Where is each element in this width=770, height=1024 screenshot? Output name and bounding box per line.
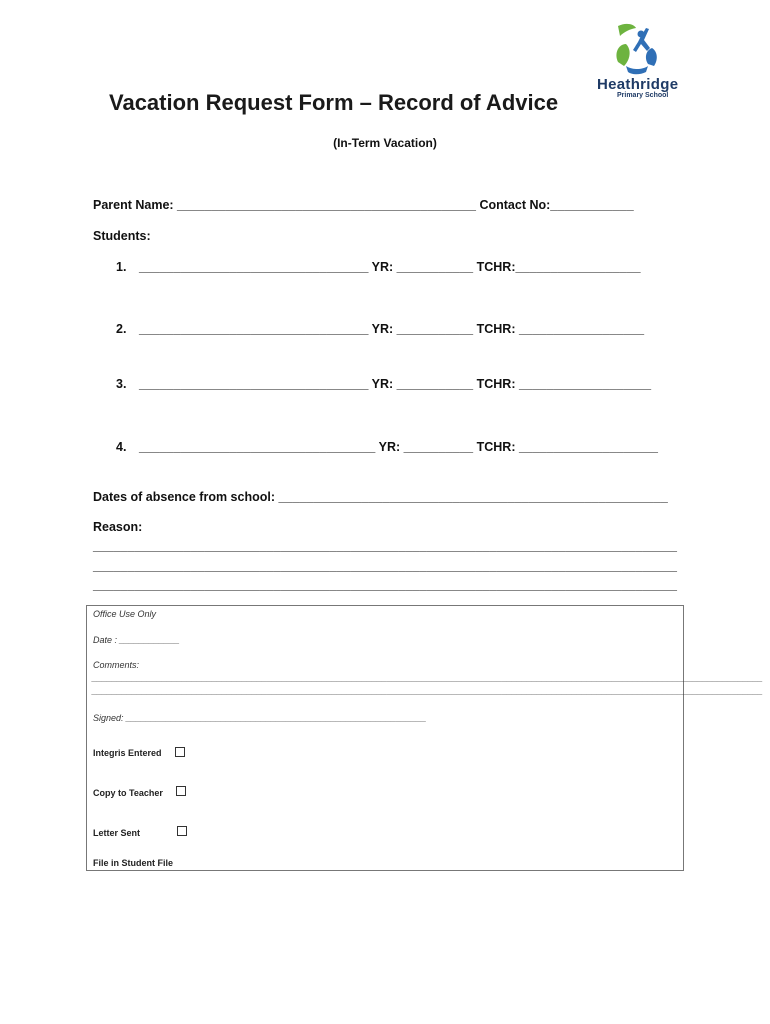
students-label: Students: (93, 229, 151, 243)
office-heading: Office Use Only (93, 609, 157, 619)
student-row-3[interactable]: _________________________________ YR: ___________ TCHR: ___________________ (139, 377, 652, 391)
student-number: 4. (116, 440, 127, 454)
student-number: 1. (116, 260, 127, 274)
letter-sent-checkbox[interactable] (177, 826, 187, 836)
office-comments-label: Comments: (93, 660, 140, 670)
student-number: 2. (116, 322, 127, 336)
file-in-student-file-label: File in Student File (93, 858, 174, 868)
integris-entered-checkbox[interactable] (175, 747, 185, 757)
student-row-4[interactable]: __________________________________ YR: __________ TCHR: ____________________ (139, 440, 658, 454)
student-row-2[interactable]: _________________________________ YR: ___________ TCHR: __________________ (139, 322, 645, 336)
page-subtitle: (In-Term Vacation) (333, 136, 437, 150)
student-row-1[interactable]: _________________________________ YR: ___________ TCHR:__________________ (139, 260, 641, 274)
office-signed-field[interactable]: Signed: ____________________________________________________________ (93, 713, 427, 723)
office-comment-line[interactable]: ______________________________________________________________________________________________________________________________________ (92, 673, 763, 683)
reason-line[interactable]: ____________________________________________________________________________________ (93, 578, 677, 592)
reason-line[interactable]: ____________________________________________________________________________________ (93, 539, 677, 553)
integris-entered-label: Integris Entered (93, 748, 162, 758)
office-comment-line[interactable]: ______________________________________________________________________________________________________________________________________ (92, 686, 763, 696)
office-date-field[interactable]: Date : ____________ (93, 635, 180, 645)
letter-sent-label: Letter Sent (93, 828, 141, 838)
copy-to-teacher-label: Copy to Teacher (93, 788, 163, 798)
copy-to-teacher-checkbox[interactable] (176, 786, 186, 796)
page-title: Vacation Request Form – Record of Advice (109, 90, 559, 115)
school-name: Heathridge (597, 76, 679, 93)
student-number: 3. (116, 377, 127, 391)
school-subtitle: Primary School (617, 92, 669, 99)
reason-label: Reason: (93, 520, 143, 534)
parent-name-field[interactable]: Parent Name: ___________________________________________ Contact No:____________ (93, 198, 634, 212)
reason-line[interactable]: ____________________________________________________________________________________ (93, 559, 677, 573)
dates-absence-field[interactable]: Dates of absence from school: ________________________________________________________ (93, 490, 668, 504)
